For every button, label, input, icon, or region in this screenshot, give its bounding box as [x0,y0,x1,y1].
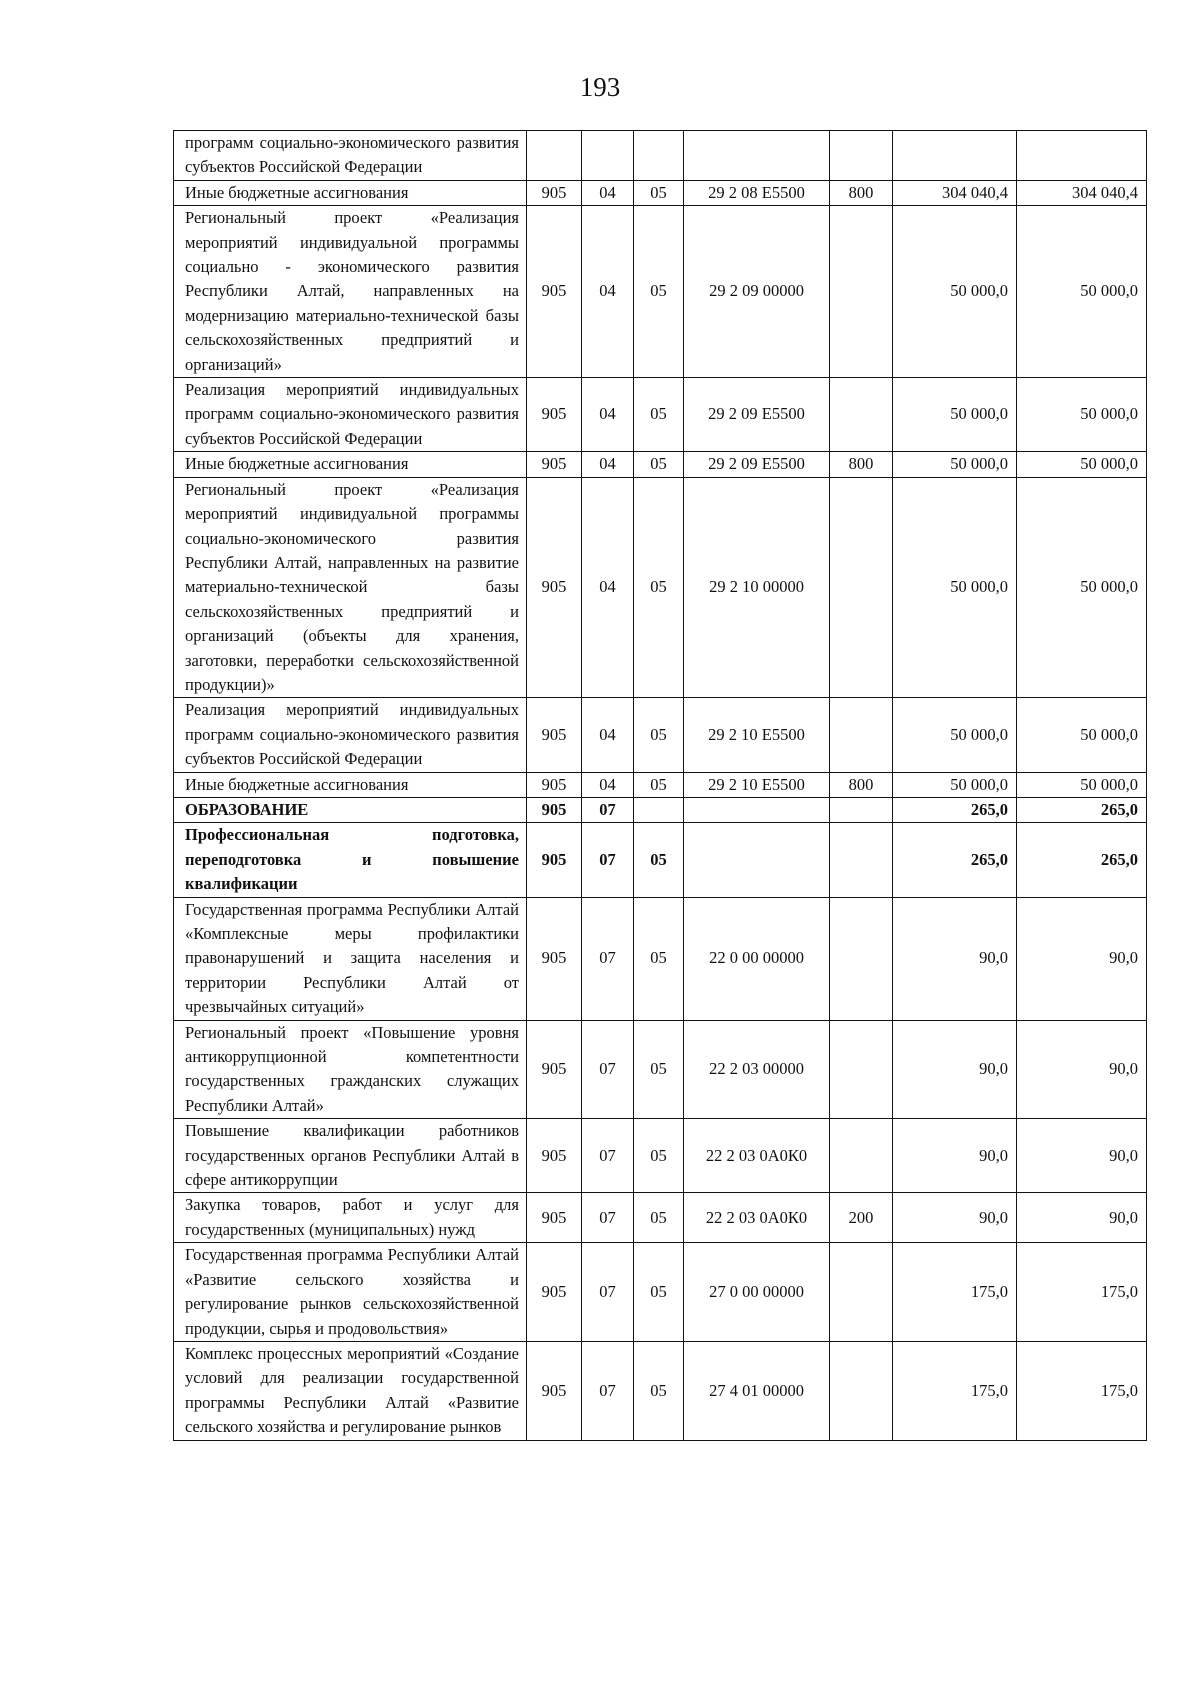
cell-amount-1 [893,131,1017,181]
cell-amount-2: 175,0 [1017,1341,1147,1440]
cell-grbs: 905 [527,378,582,452]
cell-expense-type [830,1243,893,1342]
cell-name: Государственная программа Республики Алтай «Комплексные меры профилактики правонарушений и защита населения и территории Республики Алтай от чрезвычайных ситуаций» [174,897,527,1020]
cell-subsection: 05 [634,1119,684,1193]
cell-section: 04 [582,180,634,205]
cell-amount-2: 50 000,0 [1017,378,1147,452]
cell-target-article [684,823,830,897]
cell-amount-2: 304 040,4 [1017,180,1147,205]
cell-expense-type [830,1119,893,1193]
cell-target-article: 29 2 10 00000 [684,477,830,698]
cell-name: Комплекс процессных мероприятий «Создание условий для реализации государственной программы Республики Алтай «Развитие сельского хозяйства и регулирование рынков [174,1341,527,1440]
table-row [174,1020,1147,1119]
table-row [174,1119,1147,1193]
cell-target-article [684,797,830,822]
cell-expense-type: 800 [830,772,893,797]
cell-target-article: 27 4 01 00000 [684,1341,830,1440]
table-row [174,897,1147,1020]
cell-subsection: 05 [634,1341,684,1440]
cell-section: 07 [582,1193,634,1243]
cell-target-article: 22 2 03 0А0К0 [684,1193,830,1243]
cell-grbs: 905 [527,1193,582,1243]
cell-amount-1: 265,0 [893,823,1017,897]
table-row [174,1193,1147,1243]
table-row [174,1243,1147,1342]
cell-target-article: 22 2 03 0А0К0 [684,1119,830,1193]
cell-grbs: 905 [527,1119,582,1193]
cell-amount-2: 90,0 [1017,897,1147,1020]
cell-expense-type [830,897,893,1020]
cell-name: Региональный проект «Реализация мероприятий индивидуальной программы социально-экономического развития Республики Алтай, направленных на развитие материально-технической базы сельскохозяйственных предприятий и организаций (объекты для хранения, заготовки, переработки сельскохозяйственной продукции)» [174,477,527,698]
cell-subsection: 05 [634,698,684,772]
cell-target-article: 29 2 09 E5500 [684,378,830,452]
table-row [174,698,1147,772]
cell-subsection: 05 [634,477,684,698]
cell-target-article: 29 2 08 E5500 [684,180,830,205]
cell-target-article: 22 2 03 00000 [684,1020,830,1119]
table-row [174,452,1147,477]
cell-grbs: 905 [527,206,582,378]
cell-section: 07 [582,897,634,1020]
cell-amount-1: 90,0 [893,1193,1017,1243]
cell-expense-type [830,378,893,452]
cell-section: 04 [582,698,634,772]
cell-amount-2: 90,0 [1017,1119,1147,1193]
cell-expense-type [830,477,893,698]
cell-amount-1: 50 000,0 [893,378,1017,452]
cell-amount-2: 265,0 [1017,797,1147,822]
cell-section: 04 [582,452,634,477]
cell-subsection: 05 [634,452,684,477]
cell-name: Государственная программа Республики Алтай «Развитие сельского хозяйства и регулирование рынков сельскохозяйственной продукции, сырья и продовольствия» [174,1243,527,1342]
cell-name: Закупка товаров, работ и услуг для государственных (муниципальных) нужд [174,1193,527,1243]
cell-name: Реализация мероприятий индивидуальных программ социально-экономического развития субъектов Российской Федерации [174,378,527,452]
cell-name: Региональный проект «Реализация мероприятий индивидуальной программы социально - экономического развития Республики Алтай, направленных на модернизацию материально-технической базы сельскохозяйственных предприятий и организаций» [174,206,527,378]
cell-amount-2 [1017,131,1147,181]
cell-section: 07 [582,1119,634,1193]
cell-amount-1: 90,0 [893,897,1017,1020]
cell-amount-1: 50 000,0 [893,772,1017,797]
cell-section: 04 [582,772,634,797]
cell-amount-1: 50 000,0 [893,206,1017,378]
table-row [174,206,1147,378]
table-row [174,1341,1147,1440]
table-row [174,477,1147,698]
cell-amount-1: 175,0 [893,1341,1017,1440]
cell-target-article: 22 0 00 00000 [684,897,830,1020]
table-row [174,378,1147,452]
cell-subsection: 05 [634,823,684,897]
cell-grbs [527,131,582,181]
cell-target-article: 29 2 10 E5500 [684,698,830,772]
cell-name: программ социально-экономического развития субъектов Российской Федерации [174,131,527,181]
cell-amount-2: 265,0 [1017,823,1147,897]
cell-expense-type [830,131,893,181]
cell-subsection: 05 [634,1193,684,1243]
cell-grbs: 905 [527,1341,582,1440]
cell-section: 07 [582,823,634,897]
cell-grbs: 905 [527,797,582,822]
cell-subsection: 05 [634,1020,684,1119]
table-row [174,180,1147,205]
cell-target-article: 29 2 10 E5500 [684,772,830,797]
cell-name: Иные бюджетные ассигнования [174,772,527,797]
cell-name: Реализация мероприятий индивидуальных программ социально-экономического развития субъектов Российской Федерации [174,698,527,772]
cell-grbs: 905 [527,1243,582,1342]
cell-expense-type: 800 [830,452,893,477]
cell-subsection: 05 [634,772,684,797]
cell-subsection: 05 [634,378,684,452]
cell-amount-1: 50 000,0 [893,452,1017,477]
cell-amount-1: 50 000,0 [893,698,1017,772]
cell-name: Повышение квалификации работников государственных органов Республики Алтай в сфере антикоррупции [174,1119,527,1193]
cell-expense-type [830,823,893,897]
cell-amount-1: 304 040,4 [893,180,1017,205]
cell-name: Профессиональная подготовка, переподготовка и повышение квалификации [174,823,527,897]
cell-subsection: 05 [634,897,684,1020]
cell-section: 07 [582,1020,634,1119]
cell-section: 07 [582,1341,634,1440]
table-row [174,797,1147,822]
cell-section: 07 [582,797,634,822]
cell-expense-type [830,797,893,822]
cell-grbs: 905 [527,180,582,205]
page-number: 193 [579,72,621,102]
budget-table-body [174,131,1147,1441]
cell-section: 04 [582,206,634,378]
cell-subsection [634,797,684,822]
cell-amount-1: 90,0 [893,1119,1017,1193]
cell-expense-type [830,698,893,772]
cell-amount-2: 50 000,0 [1017,206,1147,378]
cell-amount-2: 50 000,0 [1017,772,1147,797]
cell-grbs: 905 [527,452,582,477]
cell-section: 07 [582,1243,634,1342]
cell-amount-1: 175,0 [893,1243,1017,1342]
cell-name: Региональный проект «Повышение уровня антикоррупционной компетентности государственных гражданских служащих Республики Алтай» [174,1020,527,1119]
cell-subsection: 05 [634,180,684,205]
cell-amount-2: 50 000,0 [1017,477,1147,698]
cell-subsection: 05 [634,206,684,378]
cell-expense-type [830,206,893,378]
cell-section: 04 [582,378,634,452]
cell-expense-type [830,1020,893,1119]
cell-section: 04 [582,477,634,698]
cell-grbs: 905 [527,698,582,772]
budget-table [173,130,1147,1441]
cell-name: Иные бюджетные ассигнования [174,452,527,477]
cell-section [582,131,634,181]
cell-subsection: 05 [634,1243,684,1342]
table-row [174,823,1147,897]
cell-target-article [684,131,830,181]
cell-expense-type: 200 [830,1193,893,1243]
cell-subsection [634,131,684,181]
cell-target-article: 29 2 09 E5500 [684,452,830,477]
table-row [174,772,1147,797]
cell-grbs: 905 [527,772,582,797]
cell-amount-2: 50 000,0 [1017,698,1147,772]
cell-name: Иные бюджетные ассигнования [174,180,527,205]
cell-expense-type: 800 [830,180,893,205]
cell-grbs: 905 [527,477,582,698]
cell-amount-1: 265,0 [893,797,1017,822]
cell-grbs: 905 [527,1020,582,1119]
cell-amount-2: 90,0 [1017,1020,1147,1119]
cell-amount-1: 90,0 [893,1020,1017,1119]
cell-amount-2: 50 000,0 [1017,452,1147,477]
cell-name: ОБРАЗОВАНИЕ [174,797,527,822]
cell-amount-1: 50 000,0 [893,477,1017,698]
cell-amount-2: 90,0 [1017,1193,1147,1243]
cell-grbs: 905 [527,897,582,1020]
cell-target-article: 29 2 09 00000 [684,206,830,378]
cell-target-article: 27 0 00 00000 [684,1243,830,1342]
cell-grbs: 905 [527,823,582,897]
cell-expense-type [830,1341,893,1440]
table-row [174,131,1147,181]
cell-amount-2: 175,0 [1017,1243,1147,1342]
